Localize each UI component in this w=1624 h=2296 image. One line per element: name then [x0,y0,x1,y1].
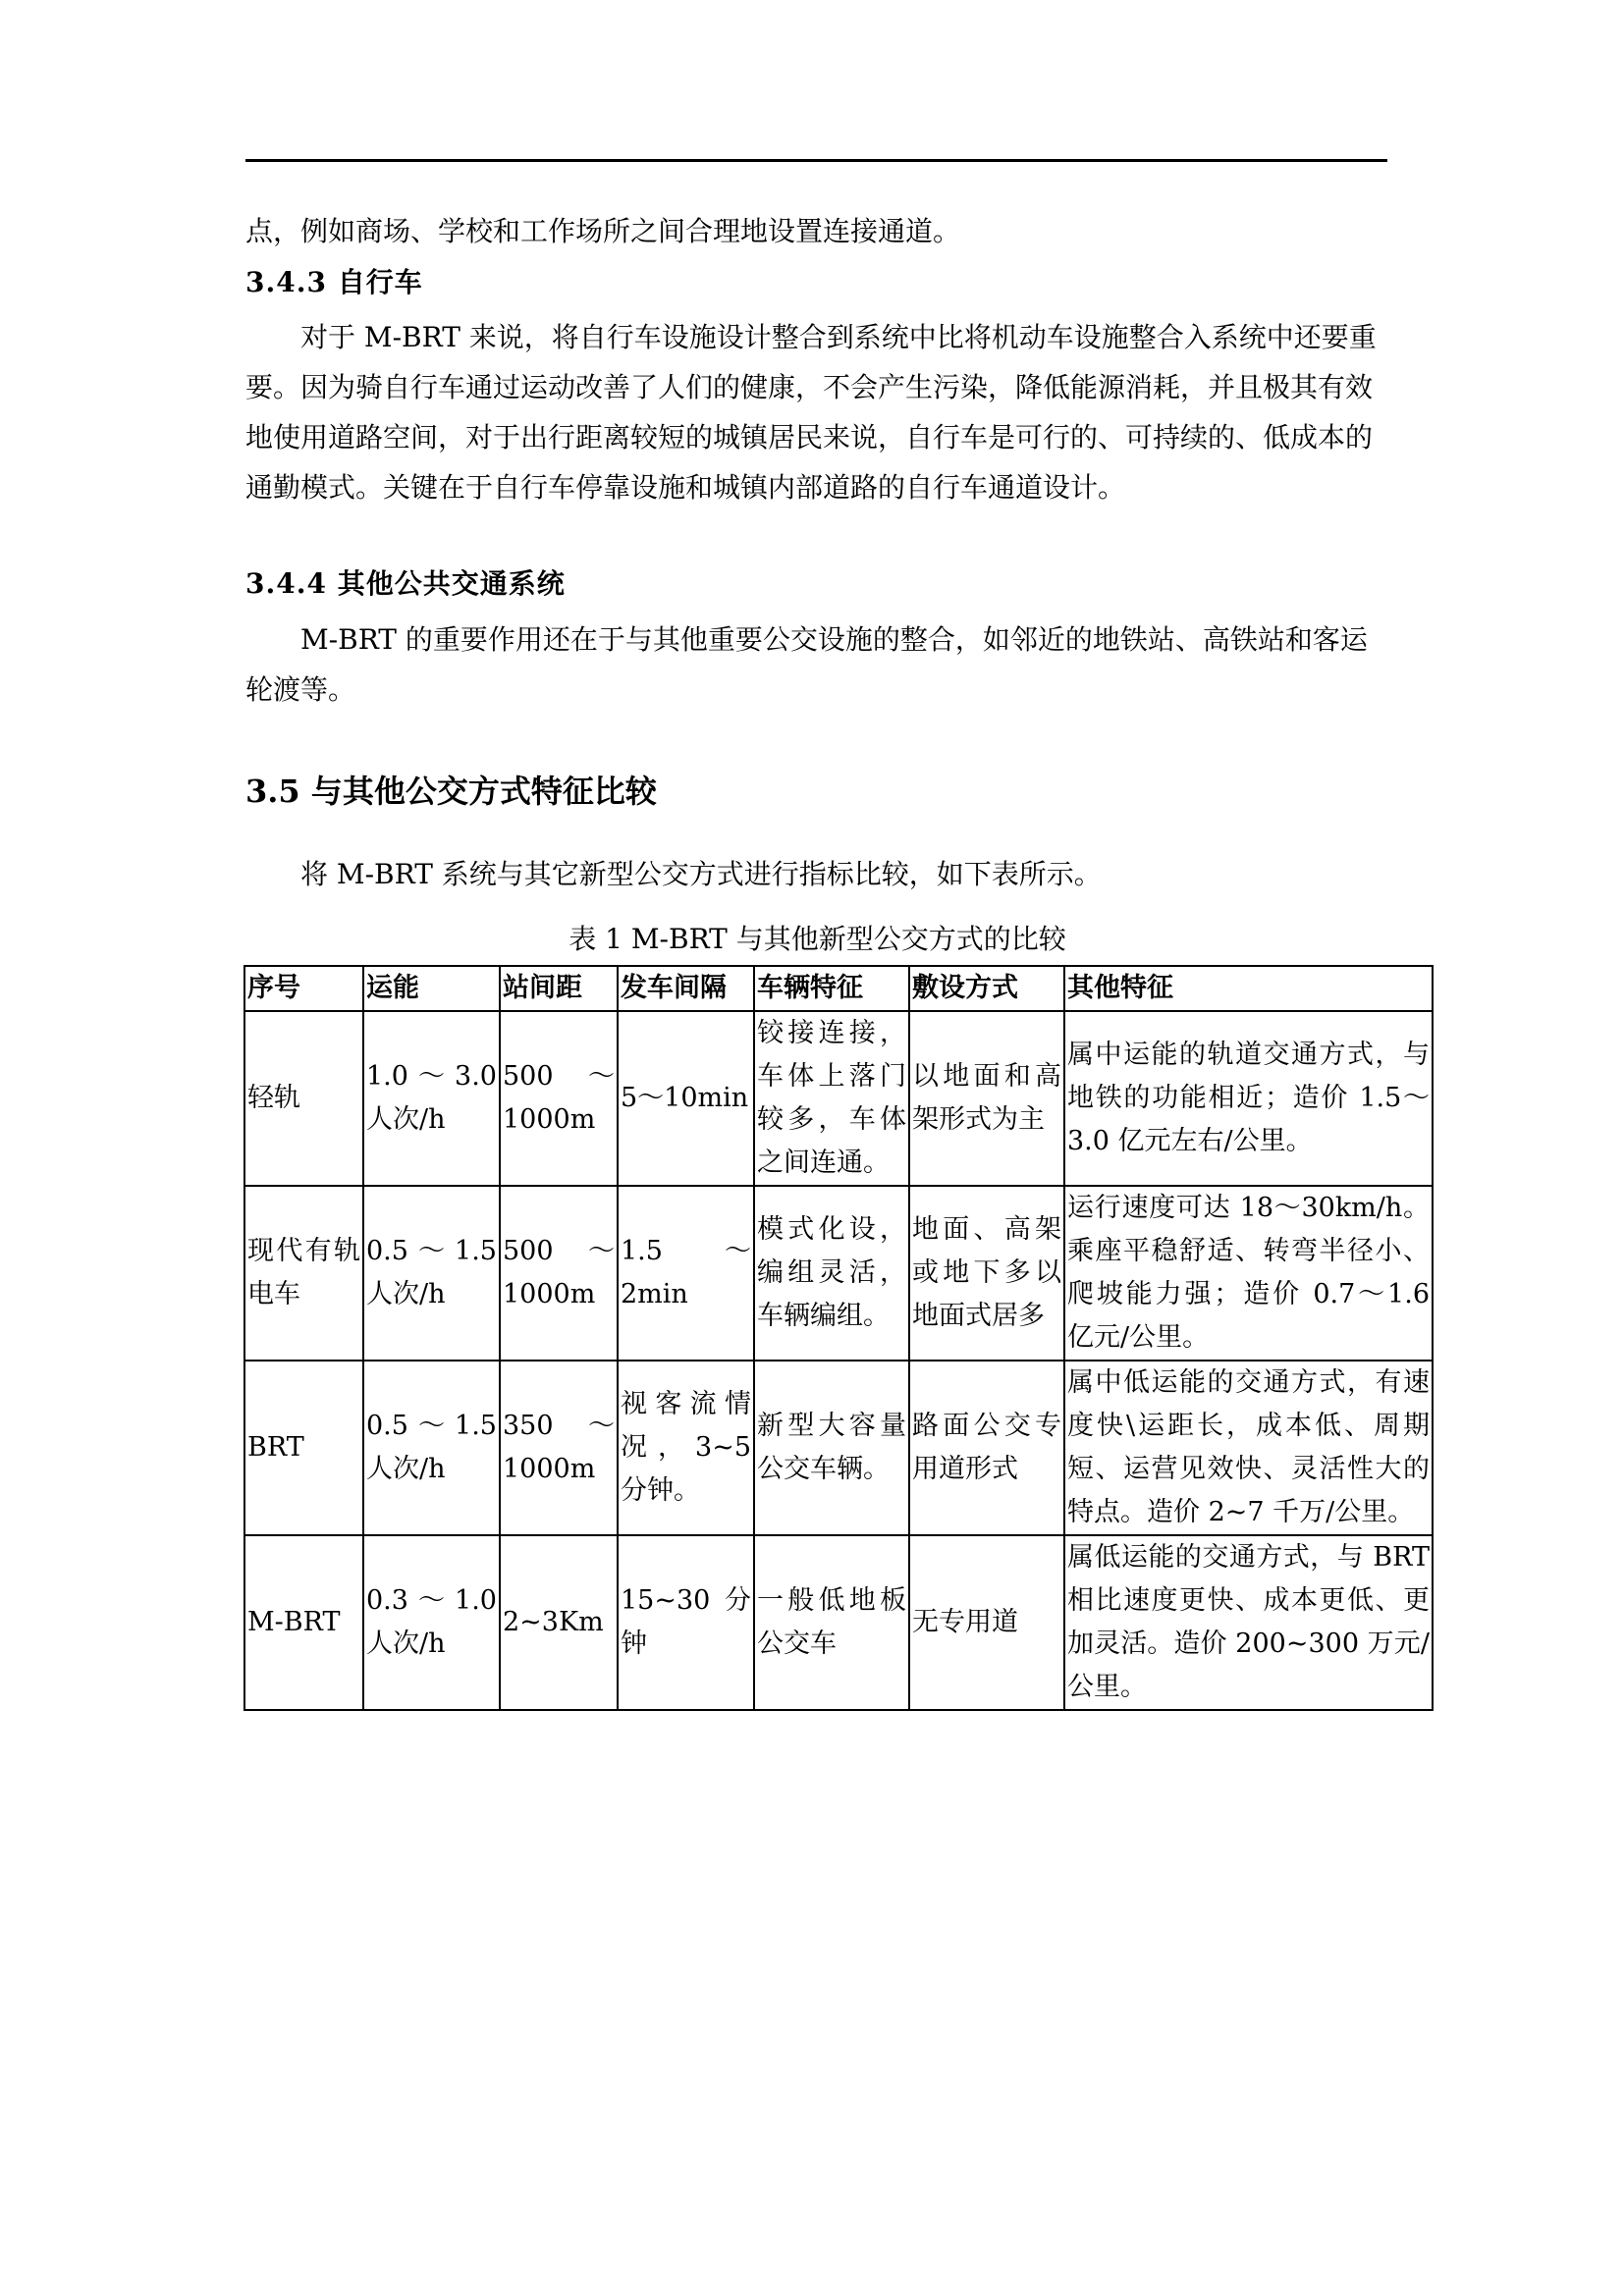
para-other-transit: M-BRT 的重要作用还在于与其他重要公交设施的整合，如邻近的地铁站、高铁站和客运轮渡等。 [245,623,1368,706]
table-cell: 0.5～1.5 人次/h [363,1186,500,1361]
table-cell: 属低运能的交通方式，与 BRT 相比速度更快、成本更低、更加灵活。造价 200~300 万元/公里。 [1064,1535,1433,1710]
table-cell: 1.5～2min [618,1186,754,1361]
header-cell: 站间距 [500,966,618,1011]
para-compare: 将 M-BRT 系统与其它新型公交方式进行指标比较，如下表所示。 [300,858,1102,890]
header-rule [245,159,1387,162]
table-cell: 500 ～ 1000m [500,1011,618,1186]
table-cell: M-BRT [244,1535,363,1710]
table-cell: 铰接连接，车体上落门较多，车体之间连通。 [754,1011,909,1186]
heading-bike: 3.4.3 自行车 [245,266,423,298]
table-cell: 350 ～ 1000m [500,1361,618,1535]
heading-compare: 3.5 与其他公交方式特征比较 [245,773,657,810]
table-cell: 2~3Km [500,1535,618,1710]
comparison-table [244,965,1434,1711]
table-cell: 属中运能的轨道交通方式，与地铁的功能相近；造价 1.5～3.0 亿元左右/公里。 [1064,1011,1433,1186]
header-cell: 发车间隔 [618,966,754,1011]
header-cell: 车辆特征 [754,966,909,1011]
table-cell: 视客流情况，3~5 分钟。 [618,1361,754,1535]
table-cell: BRT [244,1361,363,1535]
table-row [244,1361,1433,1535]
table-cell: 轻轨 [244,1011,363,1186]
table-cell: 模式化设，编组灵活，车辆编组。 [754,1186,909,1361]
para-bike: 对于 M-BRT 来说，将自行车设施设计整合到系统中比将机动车设施整合入系统中还要重要。因为骑自行车通过运动改善了人们的健康，不会产生污染，降低能源消耗，并且极其有效地使用道路空间，对于出行距离较短的城镇居民来说，自行车是可行的、可持续的、低成本的通勤模式。关键在于自行车停靠设施和城镇内部道路的自行车通道设计。 [245,321,1377,504]
table-cell: 路面公交专用道形式 [909,1361,1064,1535]
table-row [244,1011,1433,1186]
table-cell: 一般低地板公交车 [754,1535,909,1710]
intro-line: 点，例如商场、学校和工作场所之间合理地设置连接通道。 [245,215,961,247]
table-cell: 0.3～1.0 人次/h [363,1535,500,1710]
table-row [244,1186,1433,1361]
table-cell: 地面、高架或地下多以地面式居多 [909,1186,1064,1361]
header-cell: 其他特征 [1064,966,1433,1011]
table-cell: 新型大容量公交车辆。 [754,1361,909,1535]
table-cell: 5～10min [618,1011,754,1186]
table-cell: 以地面和高架形式为主 [909,1011,1064,1186]
table-cell: 500 ～ 1000m [500,1186,618,1361]
table-cell: 15~30 分钟 [618,1535,754,1710]
header-cell: 敷设方式 [909,966,1064,1011]
header-cell: 运能 [363,966,500,1011]
table-header-row [244,966,1433,1011]
table-cell: 属中低运能的交通方式，有速度快\运距长，成本低、周期短、运营见效快、灵活性大的特点。造价 2~7 千万/公里。 [1064,1361,1433,1535]
table-row [244,1535,1433,1710]
table-caption: 表 1 M-BRT 与其他新型公交方式的比较 [568,923,1066,955]
header-cell: 序号 [244,966,363,1011]
heading-other-transit: 3.4.4 其他公共交通系统 [245,567,566,600]
table-cell: 现代有轨电车 [244,1186,363,1361]
table-cell: 运行速度可达 18～30km/h。乘座平稳舒适、转弯半径小、爬坡能力强；造价 0.7～1.6 亿元/公里。 [1064,1186,1433,1361]
table-cell: 0.5～1.5 人次/h [363,1361,500,1535]
table-cell: 无专用道 [909,1535,1064,1710]
table-cell: 1.0～3.0 人次/h [363,1011,500,1186]
